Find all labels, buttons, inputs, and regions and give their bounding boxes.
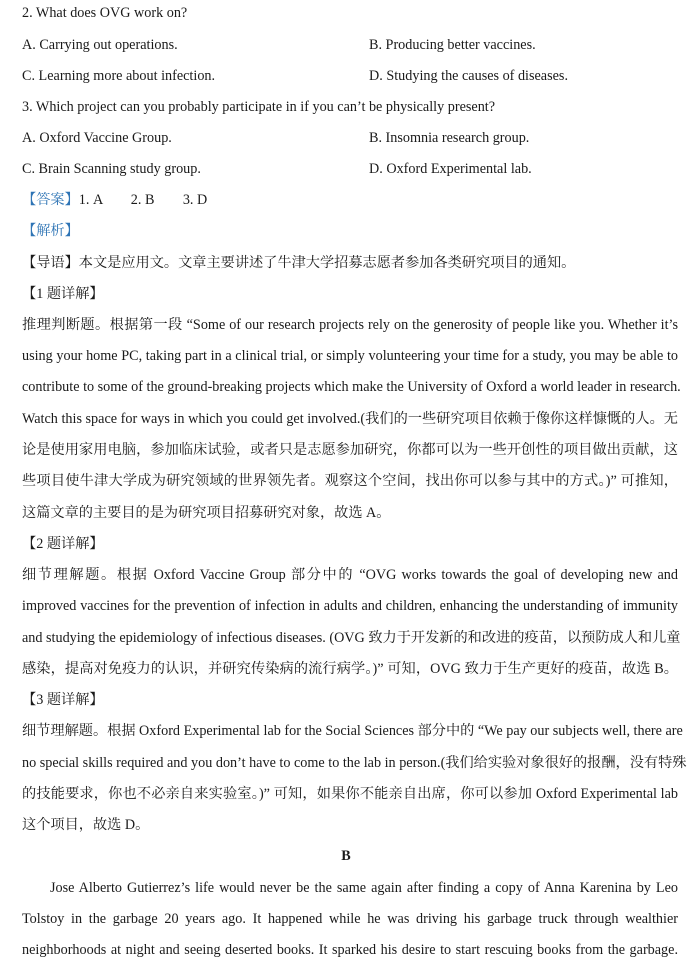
q3-options-row2 — [22, 159, 678, 179]
passage-line: Tolstoy in the garbage 20 years ago. It happened while he was driving his garbage truck through wealthier — [22, 911, 678, 927]
detail-1-line: using your home PC, taking part in a clinical trial, or simply volunteering your time for a study, you may be able to — [22, 348, 678, 364]
detail-2-line: 细节理解题。根据 Oxford Vaccine Group 部分中的 “OVG works towards the goal of developing new and — [22, 567, 678, 583]
detail-3-line: 的技能要求，你也不必亲自来实验室。)” 可知，如果你不能亲自出席，你可以参加 Oxford Experimental lab — [22, 786, 678, 802]
q2-options-row2 — [22, 66, 678, 86]
detail-1-line: 论是使用家用电脑，参加临床试验，或者只是志愿参加研究，你都可以为一些开创性的项目做出贡献，这 — [22, 442, 678, 458]
q2-option-d: D. Studying the causes of diseases. — [369, 68, 568, 84]
question-3-stem: 3. Which project can you probably participate in if you can’t be physically present? — [22, 99, 496, 115]
detail-3-line: 这个项目，故选 D。 — [22, 817, 150, 833]
q3-option-d: D. Oxford Experimental lab. — [369, 161, 532, 177]
detail-1-title: 【1 题详解】 — [22, 286, 104, 302]
detail-1-line: 推理判断题。根据第一段 “Some of our research projects rely on the generosity of people like you. Whether it’s — [22, 317, 678, 333]
passage-line: Jose Alberto Gutierrez’s life would never be the same again after finding a copy of Anna Karenina by Leo — [50, 880, 678, 896]
detail-3-line: no special skills required and you don’t have to come to the lab in person.(我们给实验对象很好的报酬，没有特殊 — [22, 755, 687, 771]
answer-label: 【答案】 — [22, 192, 79, 208]
section-b-heading: B — [341, 848, 351, 864]
q3-option-a: A. Oxford Vaccine Group. — [22, 130, 172, 146]
detail-1-line: contribute to some of the ground-breaking projects which make the University of Oxford a world leader in research. — [22, 379, 681, 395]
detail-2-line: improved vaccines for the prevention of infection in adults and children, enhancing the understanding of immunity — [22, 598, 678, 614]
detail-2-line: and studying the epidemiology of infectious diseases. (OVG 致力于开发新的和改进的疫苗，以预防成人和儿童 — [22, 630, 681, 646]
answer-line — [22, 190, 678, 210]
detail-2-title: 【2 题详解】 — [22, 536, 104, 552]
intro-text: 【导语】本文是应用文。文章主要讲述了牛津大学招募志愿者参加各类研究项目的通知。 — [22, 255, 576, 271]
detail-2-line: 感染，提高对免疫力的认识，并研究传染病的流行病学。)” 可知，OVG 致力于生产更好的疫苗，故选 B。 — [22, 661, 678, 677]
detail-1-line: 些项目使牛津大学成为研究领域的世界领先者。观察这个空间，找出你可以参与其中的方式。)” 可推知， — [22, 473, 678, 489]
q2-options-row1 — [22, 35, 678, 55]
detail-3-title: 【3 题详解】 — [22, 692, 104, 708]
q3-option-c: C. Brain Scanning study group. — [22, 161, 201, 177]
q3-options-row1 — [22, 128, 678, 148]
detail-1-line: Watch this space for ways in which you could get involved.(我们的一些研究项目依赖于像你这样慷慨的人。无 — [22, 411, 678, 427]
detail-3-line: 细节理解题。根据 Oxford Experimental lab for the Social Sciences 部分中的 “We pay our subjects well, there are — [22, 723, 683, 739]
q3-option-b: B. Insomnia research group. — [369, 130, 530, 146]
analysis-label: 【解析】 — [22, 223, 79, 239]
q2-option-b: B. Producing better vaccines. — [369, 37, 536, 53]
detail-1-line: 这篇文章的主要目的是为研究项目招募研究对象，故选 A。 — [22, 505, 391, 521]
answer-text: 1. A 2. B 3. D — [78, 192, 208, 208]
q2-option-a: A. Carrying out operations. — [22, 37, 178, 53]
passage-line: neighborhoods at night and seeing deserted books. It sparked his desire to start rescuing books from the garbage. — [22, 942, 678, 958]
question-2-stem: 2. What does OVG work on? — [22, 5, 188, 21]
q2-option-c: C. Learning more about infection. — [22, 68, 216, 84]
